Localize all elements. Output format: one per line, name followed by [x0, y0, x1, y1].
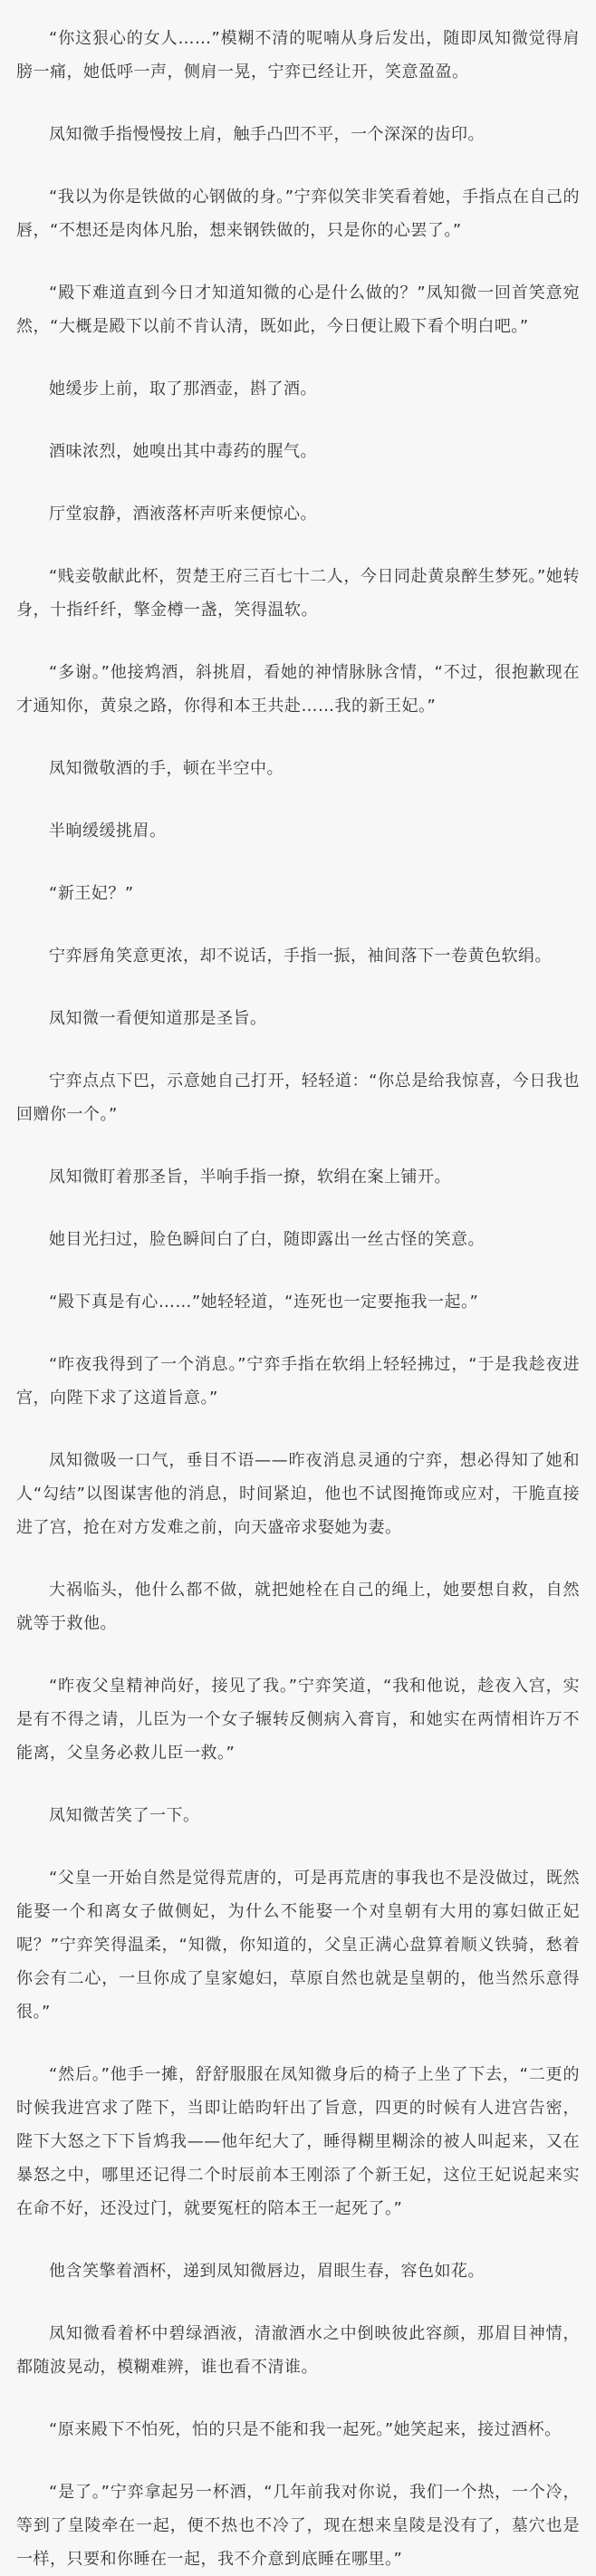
- paragraph: 他含笑擎着酒杯，递到凤知微唇边，眉眼生春，容色如花。: [49, 2262, 485, 2281]
- paragraph: “殿下难道直到今日才知道知微的心是什么做的？”凤知微一回首笑意宛然，“大概是殿下以前不肯认清，既如此，今日便让殿下看个明白吧。”: [16, 284, 580, 336]
- paragraph: 凤知微吸一口气，垂目不语——昨夜消息灵通的宁弈，想必得知了她和人“勾结”以图谋害他的消息，时间紧迫，他也不试图掩饰或应对，干脆直接进了宫，抢在对方发难之前，向天盛帝求娶她为妻。: [16, 1451, 580, 1537]
- paragraph: “你这狠心的女人……”模糊不清的呢喃从身后发出，随即凤知微觉得肩膀一痛，她低呼一声，侧肩一晃，宁弈已经让开，笑意盈盈。: [16, 29, 580, 82]
- paragraph: 她缓步上前，取了那酒壶，斟了酒。: [49, 380, 317, 399]
- paragraph: 宁弈唇角笑意更浓，却不说话，手指一振，袖间落下一卷黄色软绢。: [49, 947, 552, 966]
- paragraph: 凤知微苦笑了一下。: [49, 1806, 200, 1825]
- paragraph: 大祸临头，他什么都不做，就把她栓在自己的绳上，她要想自救，自然就等于救他。: [16, 1581, 580, 1633]
- paragraph: “新王妃？”: [49, 884, 134, 903]
- paragraph: 她目光扫过，脸色瞬间白了白，随即露出一丝古怪的笑意。: [49, 1230, 485, 1249]
- paragraph: 酒味浓烈，她嗅出其中毒药的腥气。: [49, 442, 317, 461]
- paragraph: “我以为你是铁做的心钢做的身。”宁弈似笑非笑看着她，手指点在自己的唇，“不想还是肉体凡胎，想来钢铁做的，只是你的心罢了。”: [16, 187, 580, 240]
- paragraph: “多谢。”他接鸩酒，斜挑眉，看她的神情脉脉含情，“不过，很抱歉现在才通知你，黄泉之路，你得和本王共赴……我的新王妃。”: [16, 663, 580, 716]
- paragraph: 凤知微敬酒的手，顿在半空中。: [49, 759, 284, 778]
- paragraph: “殿下真是有心……”她轻轻道，“连死也一定要拖我一起。”: [49, 1293, 479, 1312]
- paragraph: “原来殿下不怕死，怕的只是不能和我一起死。”她笑起来，接过酒杯。: [49, 2420, 562, 2439]
- paragraph: “父皇一开始自然是觉得荒唐的，可是再荒唐的事我也不是没做过，既然能娶一个和离女子做侧妃，为什么不能娶一个对皇朝有大用的寡妇做正妃呢？”宁弈笑得温柔，“知微，你知道的，父皇正满心盘算着顺义铁骑，愁着你会有二心，一旦你成了皇家媳妇，草原自然也就是皇朝的，他当然乐意得很。”: [16, 1869, 580, 2022]
- paragraph: 凤知微手指慢慢按上肩，触手凸凹不平，一个深深的齿印。: [49, 125, 485, 144]
- paragraph: 凤知微看着杯中碧绿酒液，清澈酒水之中倒映彼此容颜，那眉目神情，都随波晃动，模糊难辨，谁也看不清谁。: [16, 2324, 580, 2377]
- paragraph: “昨夜我得到了一个消息。”宁弈手指在软绢上轻轻拂过，“于是我趁夜进宫，向陛下求了这道旨意。”: [16, 1355, 580, 1408]
- paragraph: 宁弈点点下巴，示意她自己打开，轻轻道：“你总是给我惊喜，今日我也回赠你一个。”: [16, 1072, 580, 1124]
- paragraph: 凤知微一看便知道那是圣旨。: [49, 1009, 267, 1028]
- paragraph: “然后。”他手一摊，舒舒服服在凤知微身后的椅子上坐了下去，“二更的时候我进宫求了陛下，当即让皓昀轩出了旨意，四更的时候有人进宫告密，陛下大怒之下下旨鸩我——他年纪大了，睡得糊里糊涂的被人叫起来，又在暴怒之中，哪里还记得二个时辰前本王刚添了个新王妃，这位王妃说起来实在命不好，还没过门，就要冤枉的陪本王一起死了。”: [16, 2065, 580, 2218]
- paragraph: 半晌缓缓挑眉。: [49, 822, 167, 841]
- paragraph: “是了。”宁弈拿起另一杯酒，“几年前我对你说，我们一个热，一个冷，等到了皇陵牵在一起，便不热也不冷了，现在想来皇陵是没有了，墓穴也是一样，只要和你睡在一起，我不介意到底睡在哪里。”: [16, 2483, 580, 2569]
- paragraph: “昨夜父皇精神尚好，接见了我。”宁弈笑道，“我和他说，趁夜入宫，实是有不得之请，儿臣为一个女子辗转反侧病入膏肓，和她实在两情相许万不能离，父皇务必救儿臣一救。”: [16, 1677, 580, 1763]
- paragraph: “贱妾敬献此杯，贺楚王府三百七十二人，今日同赴黄泉醉生梦死。”她转身，十指纤纤，擎金樽一盏，笑得温软。: [16, 567, 580, 620]
- paragraph: 厅堂寂静，酒液落杯声听来便惊心。: [49, 505, 317, 524]
- paragraph: 凤知微盯着那圣旨，半响手指一撩，软绢在案上铺开。: [49, 1168, 451, 1187]
